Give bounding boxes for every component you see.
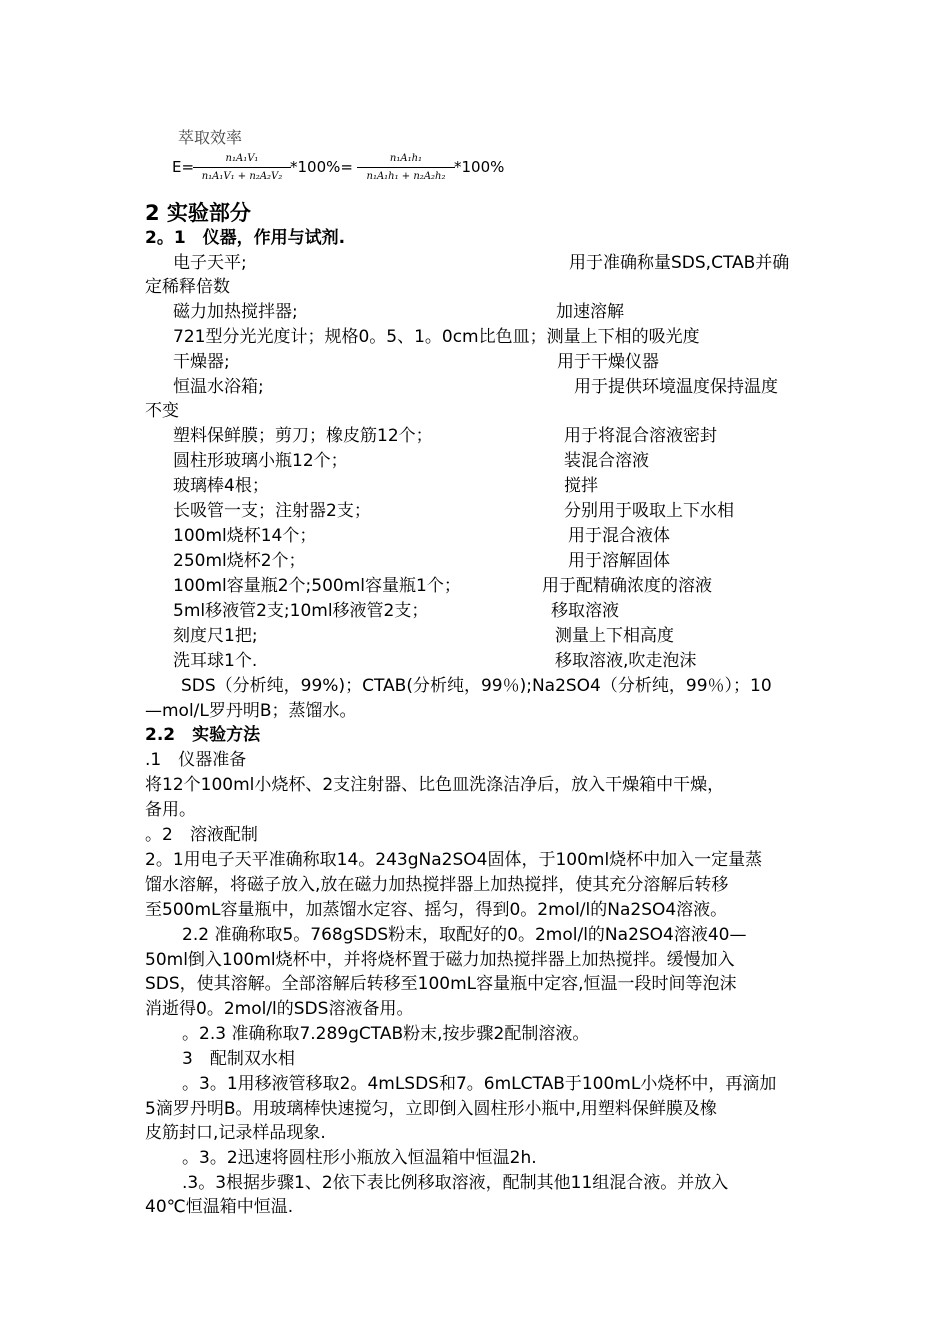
instrument-use: 用于准确称量SDS,CTAB并确 [569,253,790,273]
step-2-2-text: 50ml倒入100ml烧杯中，并将烧杯置于磁力加热搅拌器上加热搅拌。缓慢加入 [145,950,735,970]
fraction-2-denominator: n₁A₁h₁ + n₂A₂h₂ [366,171,446,182]
step-2-2-text: SDS，使其溶解。全部溶解后转移至100mL容量瓶中定容,恒温一段时间等泡沫 [145,974,737,994]
instrument-use: 测量上下相高度 [555,626,674,646]
instrument-use: 用于混合液体 [568,526,670,546]
step-2-3-text: 。2.3 准确称取7.289gCTAB粉末,按步骤2配制溶液。 [182,1024,590,1044]
step-3-3-text: 40℃恒温箱中恒温. [145,1197,294,1217]
instrument-use: 用于提供环境温度保持温度 [574,377,778,397]
instrument-use: 移取溶液,吹走泡沫 [555,651,697,671]
instrument-name: 恒温水浴箱; [173,377,264,397]
instrument-name: 250ml烧杯2个； [173,551,306,571]
step-2-1-text: 至500mL容量瓶中，加蒸馏水定容、摇匀，得到0。2mol/l的Na2SO4溶液。 [145,900,728,920]
instrument-name: 电子天平; [173,253,247,273]
formula-fraction-2 [357,152,455,183]
step-3-1-text: 。3。1用移液管移取2。4mLSDS和7。6mLCTAB于100mL小烧杯中，再滴加 [182,1074,777,1094]
formula-fraction-1 [193,152,291,183]
instrument-name: 圆柱形玻璃小瓶12个； [173,451,348,471]
reagents-line-2: —mol/L罗丹明B；蒸馏水。 [145,701,357,721]
step-2-1-text: 馏水溶解，将磁子放入,放在磁力加热搅拌器上加热搅拌，使其充分溶解后转移 [145,875,729,895]
instrument-use-cont: 不变 [145,401,179,421]
instrument-name: 100ml容量瓶2个;500ml容量瓶1个； [173,576,461,596]
instrument-use: 用于将混合溶液密封 [564,426,717,446]
instrument-name: 5ml移液管2支;10ml移液管2支； [173,601,429,621]
formula-lhs: E= [172,158,195,176]
instrument-use: 用于配精确浓度的溶液 [542,576,712,596]
subsection-2-2-title: 2.2 实验方法 [145,725,261,745]
instrument-use: 移取溶液 [551,601,619,621]
instrument-use-cont: 定稀释倍数 [145,277,230,297]
instrument-name: 长吸管一支；注射器2支； [173,501,371,521]
fraction-1-denominator: n₁A₁V₁ + n₂A₂V₂ [201,171,283,182]
instrument-name: 磁力加热搅拌器; [173,302,298,322]
instrument-name: 100ml烧杯14个； [173,526,317,546]
instrument-name: 玻璃棒4根； [173,476,269,496]
step-2-2-text: 2.2 准确称取5。768gSDS粉末，取配好的0。2mol/l的Na2SO4溶液40— [182,925,747,945]
instrument-name: 刻度尺1把; [173,626,258,646]
fraction-1-bar [193,167,291,168]
instrument-name: 721型分光光度计；规格0。5、1。0cm比色皿；测量上下相的吸光度 [173,327,700,347]
subsection-2-1-title: 2。1 仪器，作用与试剂. [145,228,346,248]
step-3-1-text: 皮筋封口,记录样品现象. [145,1123,326,1143]
fraction-2-bar [357,167,455,168]
instrument-name: 塑料保鲜膜；剪刀；橡皮筋12个； [173,426,433,446]
step-3-title: 3 配制双水相 [182,1049,295,1069]
step-1-text: 备用。 [145,800,196,820]
instrument-use: 加速溶解 [556,302,624,322]
instrument-use: 分别用于吸取上下水相 [564,501,734,521]
step-3-3-text: .3。3根据步骤1、2依下表比例移取溶液，配制其他11组混合液。并放入 [182,1173,729,1193]
formula-label: 萃取效率 [178,128,243,147]
instrument-use: 装混合溶液 [564,451,649,471]
instrument-name: 洗耳球1个. [173,651,258,671]
step-3-2-text: 。3。2迅速将圆柱形小瓶放入恒温箱中恒温2h. [182,1148,537,1168]
step-2-title: 。2 溶液配制 [145,825,258,845]
instrument-use: 用于干燥仪器 [557,352,659,372]
step-1-title: .1 仪器准备 [145,750,247,770]
formula-end: *100% [454,158,505,176]
instrument-use: 搅拌 [564,476,598,496]
step-2-2-text: 消逝得0。2mol/l的SDS溶液备用。 [145,999,414,1019]
instrument-use: 用于溶解固体 [568,551,670,571]
formula-mid: *100%= [290,158,353,176]
fraction-1-numerator: n₁A₁V₁ [225,153,259,164]
section-title: 2 实验部分 [145,201,251,225]
reagents-line-1: SDS（分析纯，99%)；CTAB(分析纯，99％);Na2SO4（分析纯，99％）；10 [181,676,772,696]
step-2-1-text: 2。1用电子天平准确称取14。243gNa2SO4固体，于100ml烧杯中加入一定量蒸 [145,850,763,870]
instrument-name: 干燥器; [173,352,230,372]
step-3-1-text: 5滴罗丹明B。用玻璃棒快速搅匀，立即倒入圆柱形小瓶中,用塑料保鲜膜及橡 [145,1099,717,1119]
step-1-text: 将12个100ml小烧杯、2支注射器、比色皿洗涤洁净后，放入干燥箱中干燥， [145,775,725,795]
fraction-2-numerator: n₁A₁h₁ [389,153,423,164]
